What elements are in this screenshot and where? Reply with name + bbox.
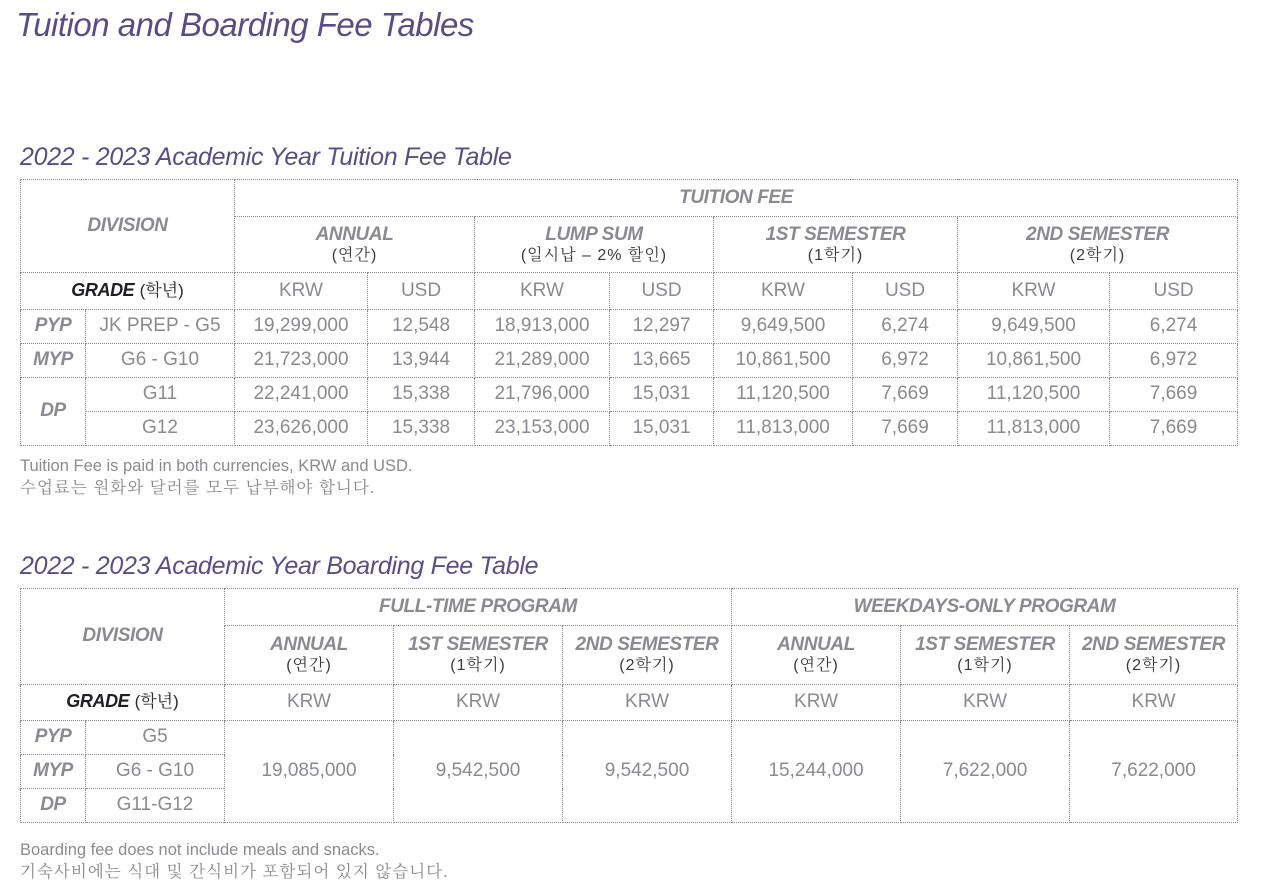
currency-usd: USD (853, 273, 958, 310)
grade-header: GRADE (학년) (21, 273, 235, 310)
value-cell: 15,031 (610, 412, 714, 446)
division-cell: DP (21, 789, 86, 823)
currency-krw: KRW (475, 273, 610, 310)
value-cell: 23,153,000 (475, 412, 610, 446)
value-cell: 7,669 (1110, 412, 1238, 446)
value-cell: 13,944 (368, 344, 475, 378)
value-cell: 7,669 (853, 378, 958, 412)
value-cell: 15,338 (368, 412, 475, 446)
period-header-2nd-semester: 2ND SEMESTER (2학기) (563, 626, 732, 685)
value-cell: 12,297 (610, 310, 714, 344)
page-title: Tuition and Boarding Fee Tables (16, 6, 474, 43)
grade-cell: JK PREP - G5 (86, 310, 235, 344)
currency-krw: KRW (714, 273, 853, 310)
value-cell: 12,548 (368, 310, 475, 344)
currency-usd: USD (368, 273, 475, 310)
table-row (21, 412, 1238, 446)
value-cell: 6,274 (1110, 310, 1238, 344)
period-header-annual: ANNUAL (연간) (225, 626, 394, 685)
plan-header-annual: ANNUAL (연간) (235, 217, 475, 273)
value-cell: 9,542,500 (563, 721, 732, 823)
value-cell: 7,669 (853, 412, 958, 446)
currency-krw: KRW (394, 685, 563, 721)
value-cell: 6,274 (853, 310, 958, 344)
grade-cell: G6 - G10 (86, 344, 235, 378)
value-cell: 11,813,000 (958, 412, 1110, 446)
tuition-fee-table (20, 179, 1238, 446)
currency-krw: KRW (563, 685, 732, 721)
value-cell: 7,622,000 (1070, 721, 1238, 823)
value-cell: 15,338 (368, 378, 475, 412)
tuition-fee-header: TUITION FEE (235, 180, 1238, 217)
tuition-note-en: Tuition Fee is paid in both currencies, KRW and USD. (20, 457, 413, 475)
division-cell: PYP (21, 721, 86, 755)
grade-cell: G11-G12 (86, 789, 225, 823)
value-cell: 19,299,000 (235, 310, 368, 344)
currency-usd: USD (610, 273, 714, 310)
value-cell: 9,649,500 (958, 310, 1110, 344)
value-cell: 18,913,000 (475, 310, 610, 344)
value-cell: 21,796,000 (475, 378, 610, 412)
division-cell: MYP (21, 344, 86, 378)
weekdays-only-program-header: WEEKDAYS-ONLY PROGRAM (732, 589, 1238, 626)
grade-cell: G11 (86, 378, 235, 412)
value-cell: 13,665 (610, 344, 714, 378)
currency-krw: KRW (958, 273, 1110, 310)
period-header-annual: ANNUAL (연간) (732, 626, 901, 685)
plan-header-2nd-semester: 2ND SEMESTER (2학기) (958, 217, 1238, 273)
value-cell: 15,031 (610, 378, 714, 412)
value-cell: 19,085,000 (225, 721, 394, 823)
value-cell: 11,120,500 (958, 378, 1110, 412)
value-cell: 6,972 (853, 344, 958, 378)
boarding-note-ko: 기숙사비에는 식대 및 간식비가 포함되어 있지 않습니다. (20, 863, 449, 881)
grade-cell: G6 - G10 (86, 755, 225, 789)
grade-header: GRADE (학년) (21, 685, 225, 721)
table-row (21, 378, 1238, 412)
period-header-2nd-semester: 2ND SEMESTER (2학기) (1070, 626, 1238, 685)
grade-cell: G12 (86, 412, 235, 446)
value-cell: 7,669 (1110, 378, 1238, 412)
period-header-1st-semester: 1ST SEMESTER (1학기) (901, 626, 1070, 685)
period-header-1st-semester: 1ST SEMESTER (1학기) (394, 626, 563, 685)
division-cell: PYP (21, 310, 86, 344)
division-cell: MYP (21, 755, 86, 789)
plan-header-1st-semester: 1ST SEMESTER (1학기) (714, 217, 958, 273)
grade-cell: G5 (86, 721, 225, 755)
full-time-program-header: FULL-TIME PROGRAM (225, 589, 732, 626)
tuition-note (20, 455, 413, 499)
boarding-note (20, 839, 449, 883)
boarding-section-title: 2022 - 2023 Academic Year Boarding Fee Table (20, 552, 539, 580)
currency-krw: KRW (732, 685, 901, 721)
value-cell: 11,120,500 (714, 378, 853, 412)
value-cell: 23,626,000 (235, 412, 368, 446)
value-cell: 15,244,000 (732, 721, 901, 823)
currency-krw: KRW (225, 685, 394, 721)
table-row (21, 344, 1238, 378)
plan-header-lump-sum: LUMP SUM (일시납 – 2% 할인) (475, 217, 714, 273)
boarding-note-en: Boarding fee does not include meals and snacks. (20, 841, 380, 859)
division-header: DIVISION (21, 589, 225, 685)
value-cell: 22,241,000 (235, 378, 368, 412)
value-cell: 11,813,000 (714, 412, 853, 446)
division-cell: DP (21, 378, 86, 446)
value-cell: 6,972 (1110, 344, 1238, 378)
value-cell: 9,542,500 (394, 721, 563, 823)
tuition-note-ko: 수업료는 원화와 달러를 모두 납부해야 합니다. (20, 479, 376, 497)
value-cell: 21,723,000 (235, 344, 368, 378)
table-row (21, 721, 1238, 755)
value-cell: 7,622,000 (901, 721, 1070, 823)
value-cell: 21,289,000 (475, 344, 610, 378)
currency-krw: KRW (1070, 685, 1238, 721)
tuition-section-title: 2022 - 2023 Academic Year Tuition Fee Table (20, 143, 512, 171)
currency-usd: USD (1110, 273, 1238, 310)
currency-krw: KRW (901, 685, 1070, 721)
table-row (21, 310, 1238, 344)
value-cell: 9,649,500 (714, 310, 853, 344)
value-cell: 10,861,500 (958, 344, 1110, 378)
currency-krw: KRW (235, 273, 368, 310)
division-header: DIVISION (21, 180, 235, 273)
boarding-fee-table (20, 588, 1238, 823)
value-cell: 10,861,500 (714, 344, 853, 378)
